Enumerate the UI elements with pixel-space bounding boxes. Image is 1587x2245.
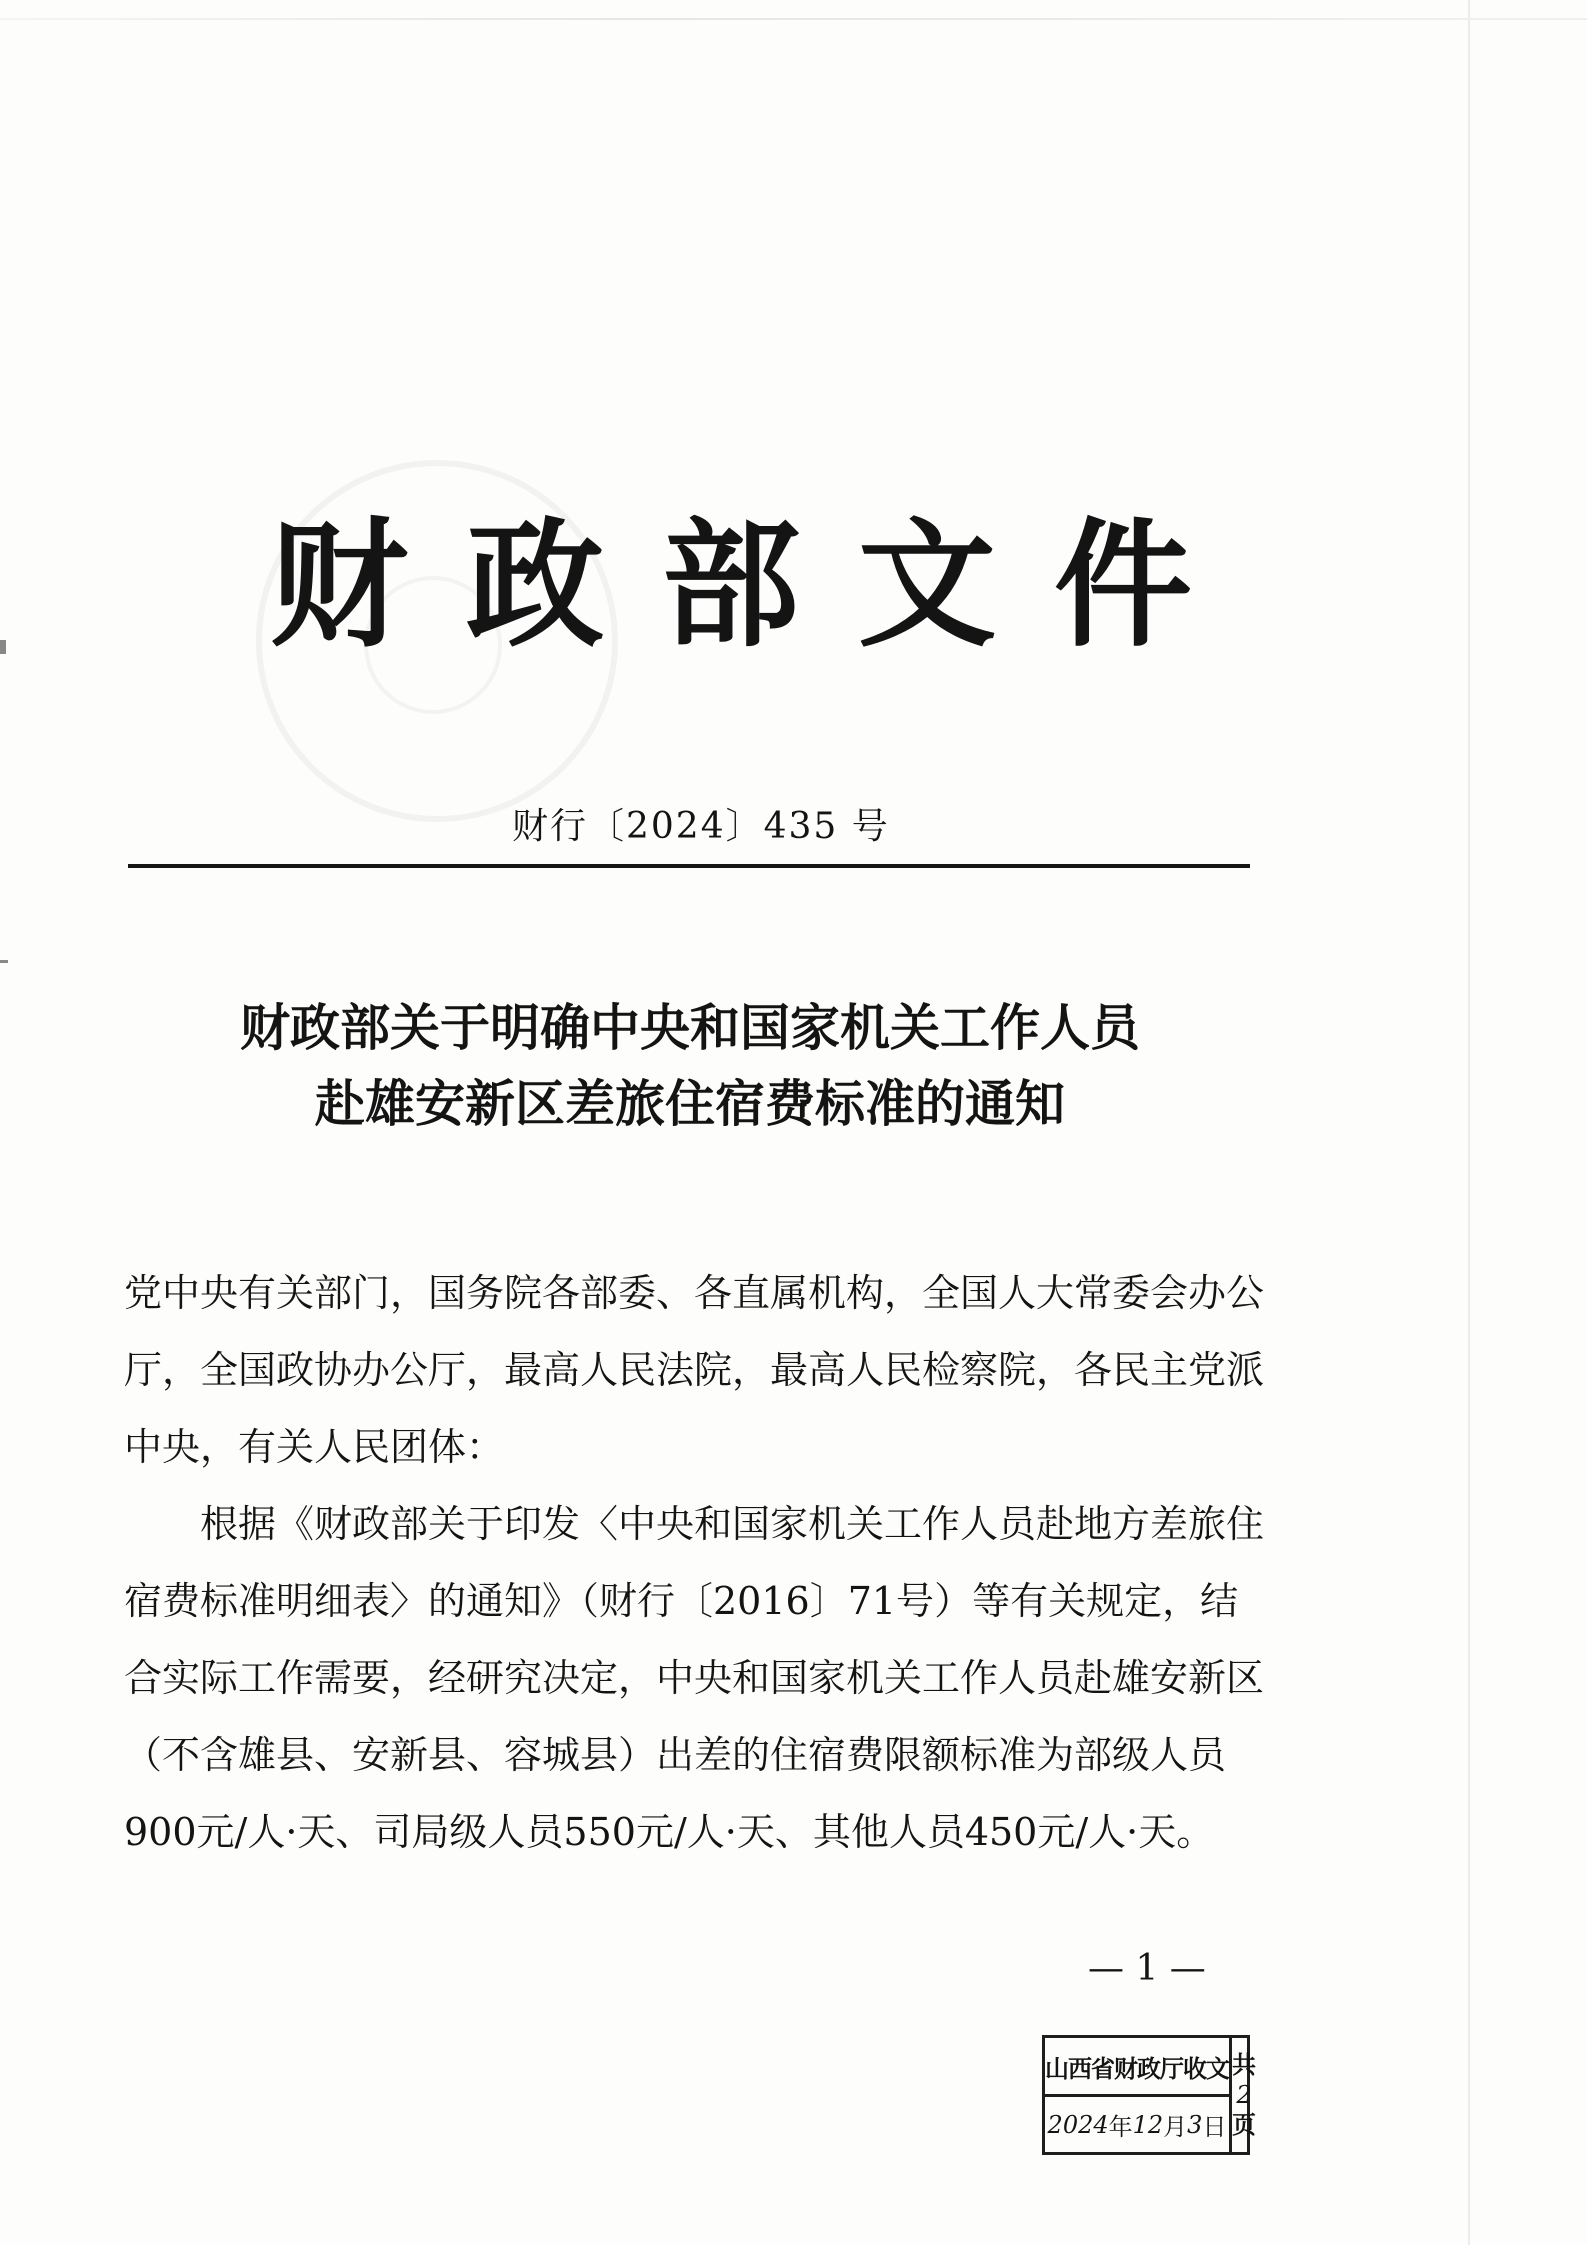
document-header-title: 财政部文件 <box>270 503 1251 666</box>
receipt-stamp-main <box>1045 2038 1232 2152</box>
receipt-pages: 2 <box>1236 2081 1252 2109</box>
body-paragraph-1: 根据《财政部关于印发〈中央和国家机关工作人员赴地方差旅住宿费标准明细表〉的通知》（财行〔2016〕71号）等有关规定，结合实际工作需要，经研究决定，中央和国家机关工作人员赴雄安新区（不含雄县、安新县、容城县）出差的住宿费限额标准为部级人员900元/人·天、司局级人员550元/人·天、其他人员450元/人·天。 <box>124 1502 1265 1854</box>
header-divider-line <box>128 864 1250 868</box>
addressees-paragraph: 党中央有关部门，国务院各部委、各直属机构，全国人大常委会办公厅，全国政协办公厅，最高人民法院，最高人民检察院，各民主党派中央，有关人民团体： <box>124 1271 1265 1469</box>
receipt-stamp-office: 山西省财政厅收文 <box>1045 2038 1229 2097</box>
notice-title-line-1: 财政部关于明确中央和国家机关工作人员 <box>240 999 1140 1057</box>
document-number: 财行〔2024〕435 号 <box>512 806 890 847</box>
receipt-day: 3 <box>1187 2110 1203 2139</box>
receipt-year: 2024 <box>1047 2110 1109 2139</box>
receipt-pages-char: 页 <box>1232 2111 1256 2139</box>
scan-edge <box>1468 0 1470 2245</box>
receipt-stamp <box>1042 2035 1256 2155</box>
page-number: — 1 — <box>1088 1948 1206 1989</box>
receipt-stamp-date <box>1045 2097 1229 2152</box>
receipt-month: 12 <box>1132 2110 1164 2139</box>
receipt-month-char: 月 <box>1163 2113 1188 2141</box>
receipt-day-char: 日 <box>1202 2113 1227 2141</box>
receipt-stamp-page-count <box>1232 2038 1256 2152</box>
notice-title <box>130 990 1250 1142</box>
receipt-year-char: 年 <box>1108 2113 1133 2141</box>
notice-title-line-2: 赴雄安新区差旅住宿费标准的通知 <box>315 1075 1065 1133</box>
margin-mark <box>0 960 8 963</box>
scan-edge <box>0 18 1587 20</box>
receipt-total-char: 共 <box>1232 2051 1256 2079</box>
margin-mark <box>0 640 6 654</box>
notice-body <box>124 1255 1264 1871</box>
